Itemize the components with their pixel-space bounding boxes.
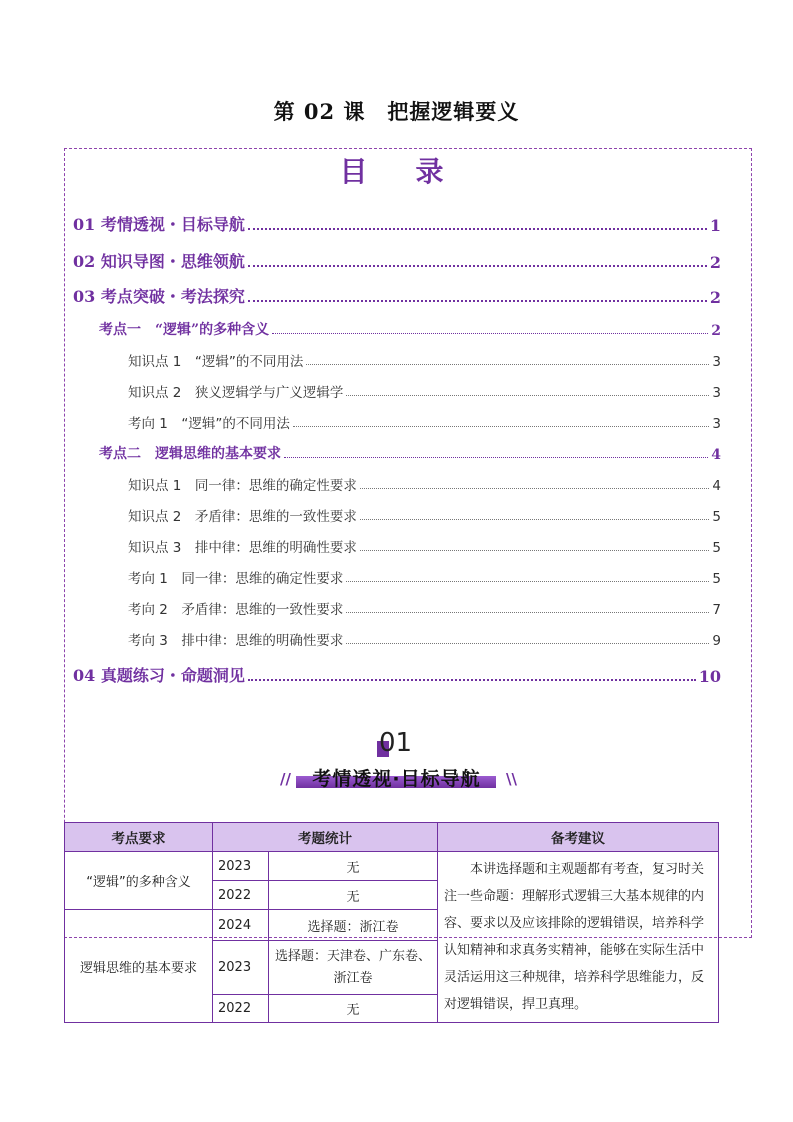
toc-entry-page: 4: [712, 478, 721, 494]
toc-leader-dots: [248, 227, 707, 230]
toc-leader-dots: [272, 332, 708, 334]
toc-entry[interactable]: [128, 474, 721, 494]
stat-cell: 选择题：天津卷、广东卷、浙江卷: [269, 941, 438, 995]
toc-entry[interactable]: [73, 212, 721, 235]
toc-entry-label: 考点二 逻辑思维的基本要求: [99, 446, 281, 462]
toc-entry[interactable]: [128, 412, 721, 432]
exam-table: [64, 822, 719, 1023]
toc-entry-page: 2: [709, 288, 721, 307]
year-cell: 2022: [213, 995, 269, 1023]
toc-entry-page: 4: [711, 447, 721, 463]
toc-leader-dots: [293, 425, 710, 427]
toc-leader-dots: [360, 549, 710, 551]
toc-entry[interactable]: [73, 249, 721, 272]
toc-entry-page: 9: [712, 633, 721, 649]
banner-slash-left-icon: //: [280, 770, 291, 788]
year-cell: 2023: [213, 852, 269, 881]
stat-cell: 无: [269, 852, 438, 881]
section-number: 01: [379, 728, 413, 758]
toc-entry-page: 7: [712, 602, 721, 618]
topic-cell: 逻辑思维的基本要求: [65, 910, 213, 1023]
toc-leader-dots: [346, 611, 709, 613]
toc-entry[interactable]: [128, 350, 721, 370]
toc-entry-page: 5: [712, 540, 721, 556]
toc-entry-label: 04 真题练习・命题洞见: [73, 666, 245, 685]
toc-heading: 目 录: [339, 155, 454, 188]
toc-entry-label: 知识点 3 排中律：思维的明确性要求: [128, 540, 357, 556]
toc-entry-page: 10: [698, 667, 721, 686]
toc-leader-dots: [306, 363, 709, 365]
toc-entry-label: 考向 1 同一律：思维的确定性要求: [128, 571, 344, 587]
toc-entry-label: 知识点 1 同一律：思维的确定性要求: [128, 478, 357, 494]
toc-entry-page: 5: [712, 509, 721, 525]
table-header-row: [65, 823, 719, 852]
toc-entry[interactable]: [99, 319, 721, 339]
toc-entry[interactable]: [128, 536, 721, 556]
toc-entry-label: 考向 1 “逻辑”的不同用法: [128, 416, 290, 432]
toc-leader-dots: [346, 394, 709, 396]
toc-entry-label: 知识点 2 矛盾律：思维的一致性要求: [128, 509, 357, 525]
stat-cell: 无: [269, 881, 438, 910]
toc-entry[interactable]: [99, 443, 721, 463]
toc-entry-label: 考点一 “逻辑”的多种含义: [99, 322, 270, 338]
toc-leader-dots: [248, 678, 696, 681]
toc-entry[interactable]: [128, 505, 721, 525]
toc-entry-page: 2: [711, 323, 721, 339]
toc-entry-label: 知识点 1 “逻辑”的不同用法: [128, 354, 304, 370]
document-title: 第 02 课 把握逻辑要义: [273, 99, 520, 124]
toc-entry[interactable]: [128, 381, 721, 401]
toc-entry-label: 02 知识导图・思维领航: [73, 252, 245, 271]
year-cell: 2022: [213, 881, 269, 910]
toc-entry-label: 01 考情透视・目标导航: [73, 215, 245, 234]
toc-entry-page: 5: [712, 571, 721, 587]
toc-entry-page: 3: [712, 385, 721, 401]
toc-leader-dots: [284, 456, 708, 458]
toc-entry-label: 知识点 2 狭义逻辑学与广义逻辑学: [128, 385, 344, 401]
toc-leader-dots: [346, 642, 709, 644]
toc-entry[interactable]: [73, 663, 721, 686]
toc-entry[interactable]: [128, 629, 721, 649]
toc-entry-page: 2: [709, 253, 721, 272]
toc-entry-label: 考向 2 矛盾律：思维的一致性要求: [128, 602, 344, 618]
header-requirement: 考点要求: [65, 823, 213, 852]
table-row: [65, 852, 719, 881]
stat-cell: 选择题：浙江卷: [269, 910, 438, 941]
toc-entry-page: 3: [712, 416, 721, 432]
stat-cell: 无: [269, 995, 438, 1023]
toc-entry[interactable]: [73, 284, 721, 307]
year-cell: 2024: [213, 910, 269, 941]
toc-entry[interactable]: [128, 598, 721, 618]
section-title: 考情透视·目标导航: [312, 768, 481, 790]
header-advice: 备考建议: [438, 823, 719, 852]
toc-entry[interactable]: [128, 567, 721, 587]
toc-leader-dots: [248, 299, 707, 302]
banner-slash-right-icon: \\: [506, 770, 517, 788]
toc-leader-dots: [360, 487, 710, 489]
toc-entry-label: 考向 3 排中律：思维的明确性要求: [128, 633, 344, 649]
year-cell: 2023: [213, 941, 269, 995]
toc-entry-page: 1: [709, 216, 721, 235]
header-statistics: 考题统计: [213, 823, 438, 852]
toc-leader-dots: [360, 518, 710, 520]
toc-leader-dots: [248, 264, 707, 267]
toc-leader-dots: [346, 580, 709, 582]
toc-entry-page: 3: [712, 354, 721, 370]
toc-entry-label: 03 考点突破・考法探究: [73, 287, 245, 306]
advice-cell: 本讲选择题和主观题都有考查，复习时关注一些命题：理解形式逻辑三大基本规律的内容、要求以及应该排除的逻辑错误，培养科学认知精神和求真务实精神，能够在实际生活中灵活运用这三种规律，培养科学思维能力，反对逻辑错误，捍卫真理。: [438, 852, 719, 1023]
topic-cell: “逻辑”的多种含义: [65, 852, 213, 910]
